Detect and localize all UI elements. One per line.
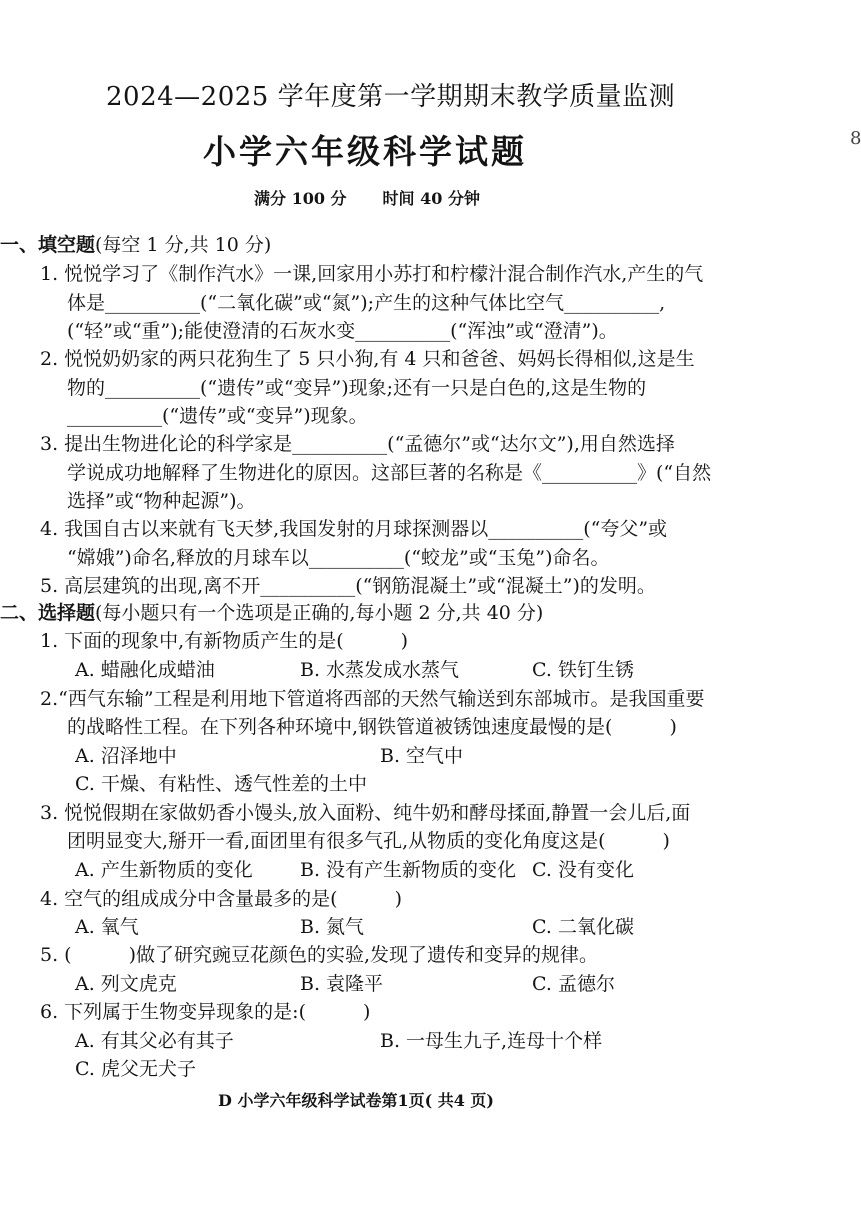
fill-line: 4. 我国自古以来就有飞天梦,我国发射的月球探测器以__________(“夸父”或	[40, 518, 668, 540]
option-a: A. 产生新物质的变化	[75, 859, 253, 881]
fill-line: 3. 提出生物进化论的科学家是__________(“孟德尔”或“达尔文”),用自然选择	[40, 433, 675, 455]
section2-heading	[0, 598, 543, 625]
option-c: C. 没有变化	[532, 859, 634, 881]
question-stem: 团明显变大,掰开一看,面团里有很多气孔,从物质的变化角度这是( )	[67, 830, 670, 852]
fill-line: 1. 悦悦学习了《制作汽水》一课,回家用小苏打和柠檬汁混合制作汽水,产生的气	[40, 263, 704, 285]
question-stem: 4. 空气的组成成分中含量最多的是( )	[40, 888, 402, 910]
edge-mark: 8	[850, 128, 861, 149]
page-footer: D 小学六年级科学试卷第1页( 共4 页)	[218, 1091, 494, 1110]
option-c: C. 干燥、有粘性、透气性差的土中	[75, 773, 367, 795]
section2-title: 二、选择题	[0, 602, 96, 624]
question-stem: 6. 下列属于生物变异现象的是:( )	[40, 1001, 371, 1023]
full-score: 满分 100 分	[254, 189, 347, 208]
option-b: B. 一母生九子,连母十个样	[380, 1030, 603, 1052]
option-c: C. 铁钉生锈	[532, 659, 634, 681]
exam-header-line: 2024—2025 学年度第一学期期末教学质量监测	[106, 82, 676, 112]
option-c: C. 虎父无犬子	[75, 1058, 196, 1080]
section1-heading	[0, 230, 271, 257]
option-b: B. 氮气	[300, 916, 365, 938]
time-limit: 时间 40 分钟	[382, 189, 480, 208]
option-a: A. 氧气	[75, 916, 139, 938]
fill-line: 物的__________(“遗传”或“变异”)现象;还有一只是白色的,这是生物的	[67, 377, 647, 399]
fill-line: 学说成功地解释了生物进化的原因。这部巨著的名称是《__________》(“自然	[67, 462, 712, 484]
fill-line: 2. 悦悦奶奶家的两只花狗生了 5 只小狗,有 4 只和爸爸、妈妈长得相似,这是生	[40, 348, 695, 370]
question-stem: 1. 下面的现象中,有新物质产生的是( )	[40, 630, 409, 652]
section2-note: (每小题只有一个选项是正确的,每小题 2 分,共 40 分)	[95, 602, 544, 624]
option-b: B. 空气中	[380, 745, 464, 767]
question-stem: 2.“西气东输”工程是利用地下管道将西部的天然气输送到东部城市。是我国重要	[40, 688, 705, 710]
option-c: C. 孟德尔	[532, 973, 615, 995]
option-a: A. 沼泽地中	[75, 745, 177, 767]
option-b: B. 袁隆平	[300, 973, 384, 995]
fill-line: “嫦娥”)命名,释放的月球车以__________(“蛟龙”或“玉兔”)命名。	[67, 547, 610, 569]
fill-line: (“轻”或“重”);能使澄清的石灰水变__________(“浑浊”或“澄清”)。	[67, 320, 618, 342]
fill-line: 选择”或“物种起源”)。	[67, 490, 256, 512]
fill-line: 体是__________(“二氧化碳”或“氮”);产生的这种气体比空气__________,	[67, 292, 666, 314]
section1-note: (每空 1 分,共 10 分)	[95, 234, 272, 256]
fill-line: __________(“遗传”或“变异”)现象。	[67, 405, 368, 427]
option-a: A. 有其父必有其子	[75, 1030, 234, 1052]
option-a: A. 列文虎克	[75, 973, 177, 995]
fill-line: 5. 高层建筑的出现,离不开__________(“钢筋混凝土”或“混凝土”)的发明。	[40, 575, 656, 597]
page-title: 小学六年级科学试题	[203, 132, 527, 171]
section1-title: 一、填空题	[0, 234, 96, 256]
option-a: A. 蜡融化成蜡油	[75, 659, 215, 681]
question-stem: 的战略性工程。在下列各种环境中,钢铁管道被锈蚀速度最慢的是( )	[67, 716, 677, 738]
exam-meta	[254, 186, 480, 209]
option-c: C. 二氧化碳	[532, 916, 634, 938]
option-b: B. 水蒸发成水蒸气	[300, 659, 460, 681]
option-b: B. 没有产生新物质的变化	[300, 859, 517, 881]
question-stem: 3. 悦悦假期在家做奶香小馒头,放入面粉、纯牛奶和酵母揉面,静置一会儿后,面	[40, 802, 691, 824]
question-stem: 5. ( )做了研究豌豆花颜色的实验,发现了遗传和变异的规律。	[40, 944, 599, 966]
